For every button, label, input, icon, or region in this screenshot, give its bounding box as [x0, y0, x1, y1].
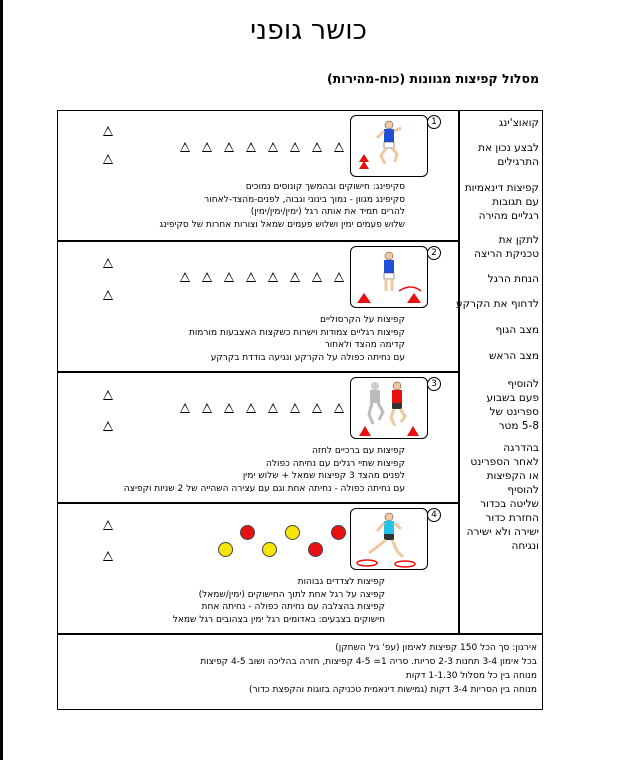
yellow-hoop	[262, 542, 277, 557]
cone-marker	[246, 142, 256, 152]
yellow-hoop	[285, 525, 300, 540]
sidebar-item-foot-placement: הנחת הרגל	[487, 273, 539, 285]
cone-marker	[202, 142, 212, 152]
cone-marker	[224, 272, 234, 282]
drill-illustration-1	[350, 115, 428, 177]
red-hoop	[308, 542, 323, 557]
sidebar-item-dynamic-jumps: קפיצות דינאמיות עם תגובות רגליים מהירה	[464, 182, 539, 222]
drill-number-badge: 4	[427, 508, 441, 522]
skipping-athlete-icon	[351, 116, 427, 176]
knee-jump-athletes-icon	[351, 378, 427, 438]
cone-marker	[290, 403, 300, 413]
cone-marker	[334, 403, 344, 413]
cone-marker	[180, 142, 190, 152]
cone-marker	[202, 272, 212, 282]
sidebar-item-correct-exercises: לבצע נכון את התרגילים	[478, 142, 539, 168]
cone-marker	[103, 126, 113, 136]
cone-marker	[224, 142, 234, 152]
drill-illustration-4	[350, 508, 428, 570]
drill-number-badge: 1	[427, 115, 441, 129]
sidebar-item-running-technique: לתקן את טכניקת הריצה	[474, 234, 539, 260]
page-title: כושר גופני	[250, 15, 367, 46]
cone-marker	[103, 258, 113, 268]
cone-marker	[103, 290, 113, 300]
sidebar-item-push-ground: לדחוף את הקרקע	[456, 298, 539, 310]
cone-marker	[246, 272, 256, 282]
cone-marker	[312, 142, 322, 152]
sidebar-item-ball-control: בהדרגה לאחר הספרינט או הקפיצות להוסיף שליטה בכדור החזרת כדור ישירה ולא ישירה ונגיחה	[466, 442, 539, 552]
drill-illustration-3	[350, 377, 428, 439]
organization-notes: אירגון: סך הכל 150 קפיצות לאימון (עפ' גיל השחקן) בכל אימון 3-4 תחנות 2-3 סריות. סריה 1= 4-5 קפיצות, חזרה בהליכה ושוב 4-5 קפיצות מנוחה בין כל מסלול 1-1.30 דקות מנוחה בין הסריות 3-4 דקות (גמישות דינאמית טכניקה בזוגות והקפצת כדור)	[200, 643, 537, 695]
cone-marker	[312, 403, 322, 413]
lateral-jump-athlete-icon	[351, 509, 427, 569]
page-left-border	[0, 0, 3, 760]
drill-illustration-2	[350, 246, 428, 308]
sidebar-item-coaching: קואוצ'ינג	[498, 117, 539, 129]
cone-marker	[290, 272, 300, 282]
ankle-jump-athlete-icon	[351, 247, 427, 307]
cone-marker	[224, 403, 234, 413]
cone-marker	[334, 142, 344, 152]
cone-marker	[312, 272, 322, 282]
cone-marker	[246, 403, 256, 413]
yellow-hoop	[218, 542, 233, 557]
cone-marker	[180, 272, 190, 282]
red-hoop	[331, 525, 346, 540]
sidebar-item-head-position: מצב הראש	[488, 350, 539, 362]
cone-marker	[334, 272, 344, 282]
row-divider	[57, 502, 458, 504]
drill-description-1: סקיפינג: חישוקים ובהמשך קונוסים נמוכים סקיפינג מגוון - נמוך בינוני וגבוה, לפנים-מהצד-לאחור להרים תמיד את אותה רגל (ימין/ימין/ימין) שלוש פעמים ימין ושלוש פעמים שמאל וצורות אחרות של סקיפינג	[159, 182, 405, 230]
cone-marker	[202, 403, 212, 413]
row-divider	[57, 371, 458, 373]
cone-marker	[103, 421, 113, 431]
row-divider	[57, 240, 458, 242]
drill-description-4: קפיצות לצדדים גבוהות קפיצה על רגל אחת לתוך החישוקים (ימין/שמאל) קפיצות בהצלבה עם נחיתה כפולה - נחיתה אחת חישוקים בצבעים: באדומים רגל ימין בצהובים רגל שמאל	[172, 577, 385, 625]
cone-marker	[103, 520, 113, 530]
drill-description-2: קפיצות על הקרסוליים קפיצות רגליים צמודות וישרות כשקצות האצבעות מורמות קדימה מהצד ולאחור עם נחיתה כפולה על הקרקע ונגיעה בודדת בקרקע	[188, 315, 405, 363]
cone-marker	[290, 142, 300, 152]
cone-marker	[103, 154, 113, 164]
cone-marker	[268, 142, 278, 152]
footer-divider	[57, 633, 543, 635]
sidebar-item-body-position: מצב הגוף	[495, 324, 539, 336]
cone-marker	[103, 551, 113, 561]
cone-marker	[103, 390, 113, 400]
cone-marker	[180, 403, 190, 413]
red-hoop	[240, 525, 255, 540]
page-subtitle: מסלול קפיצות מגוונות (כוח-מהירות)	[326, 71, 539, 86]
sidebar-item-sprint: להוסיף פעם בשבוע ספרינט של 5-8 מטר	[486, 378, 539, 432]
drill-number-badge: 2	[427, 246, 441, 260]
cone-marker	[268, 272, 278, 282]
drill-description-3: קפיצות עם ברכיים לחזה קפיצות שתיי רגלים עם נחיתה כפולה לפנים מהצד 3 קפיצות שמאל + שלוש ימין עם נחיתה כפולה - נחיתה אחת וגם עם עצירה השהייה של 2 שניות וקפיצה	[123, 446, 405, 494]
cone-marker	[268, 403, 278, 413]
table-column-divider	[458, 110, 460, 634]
drill-number-badge: 3	[427, 377, 441, 391]
